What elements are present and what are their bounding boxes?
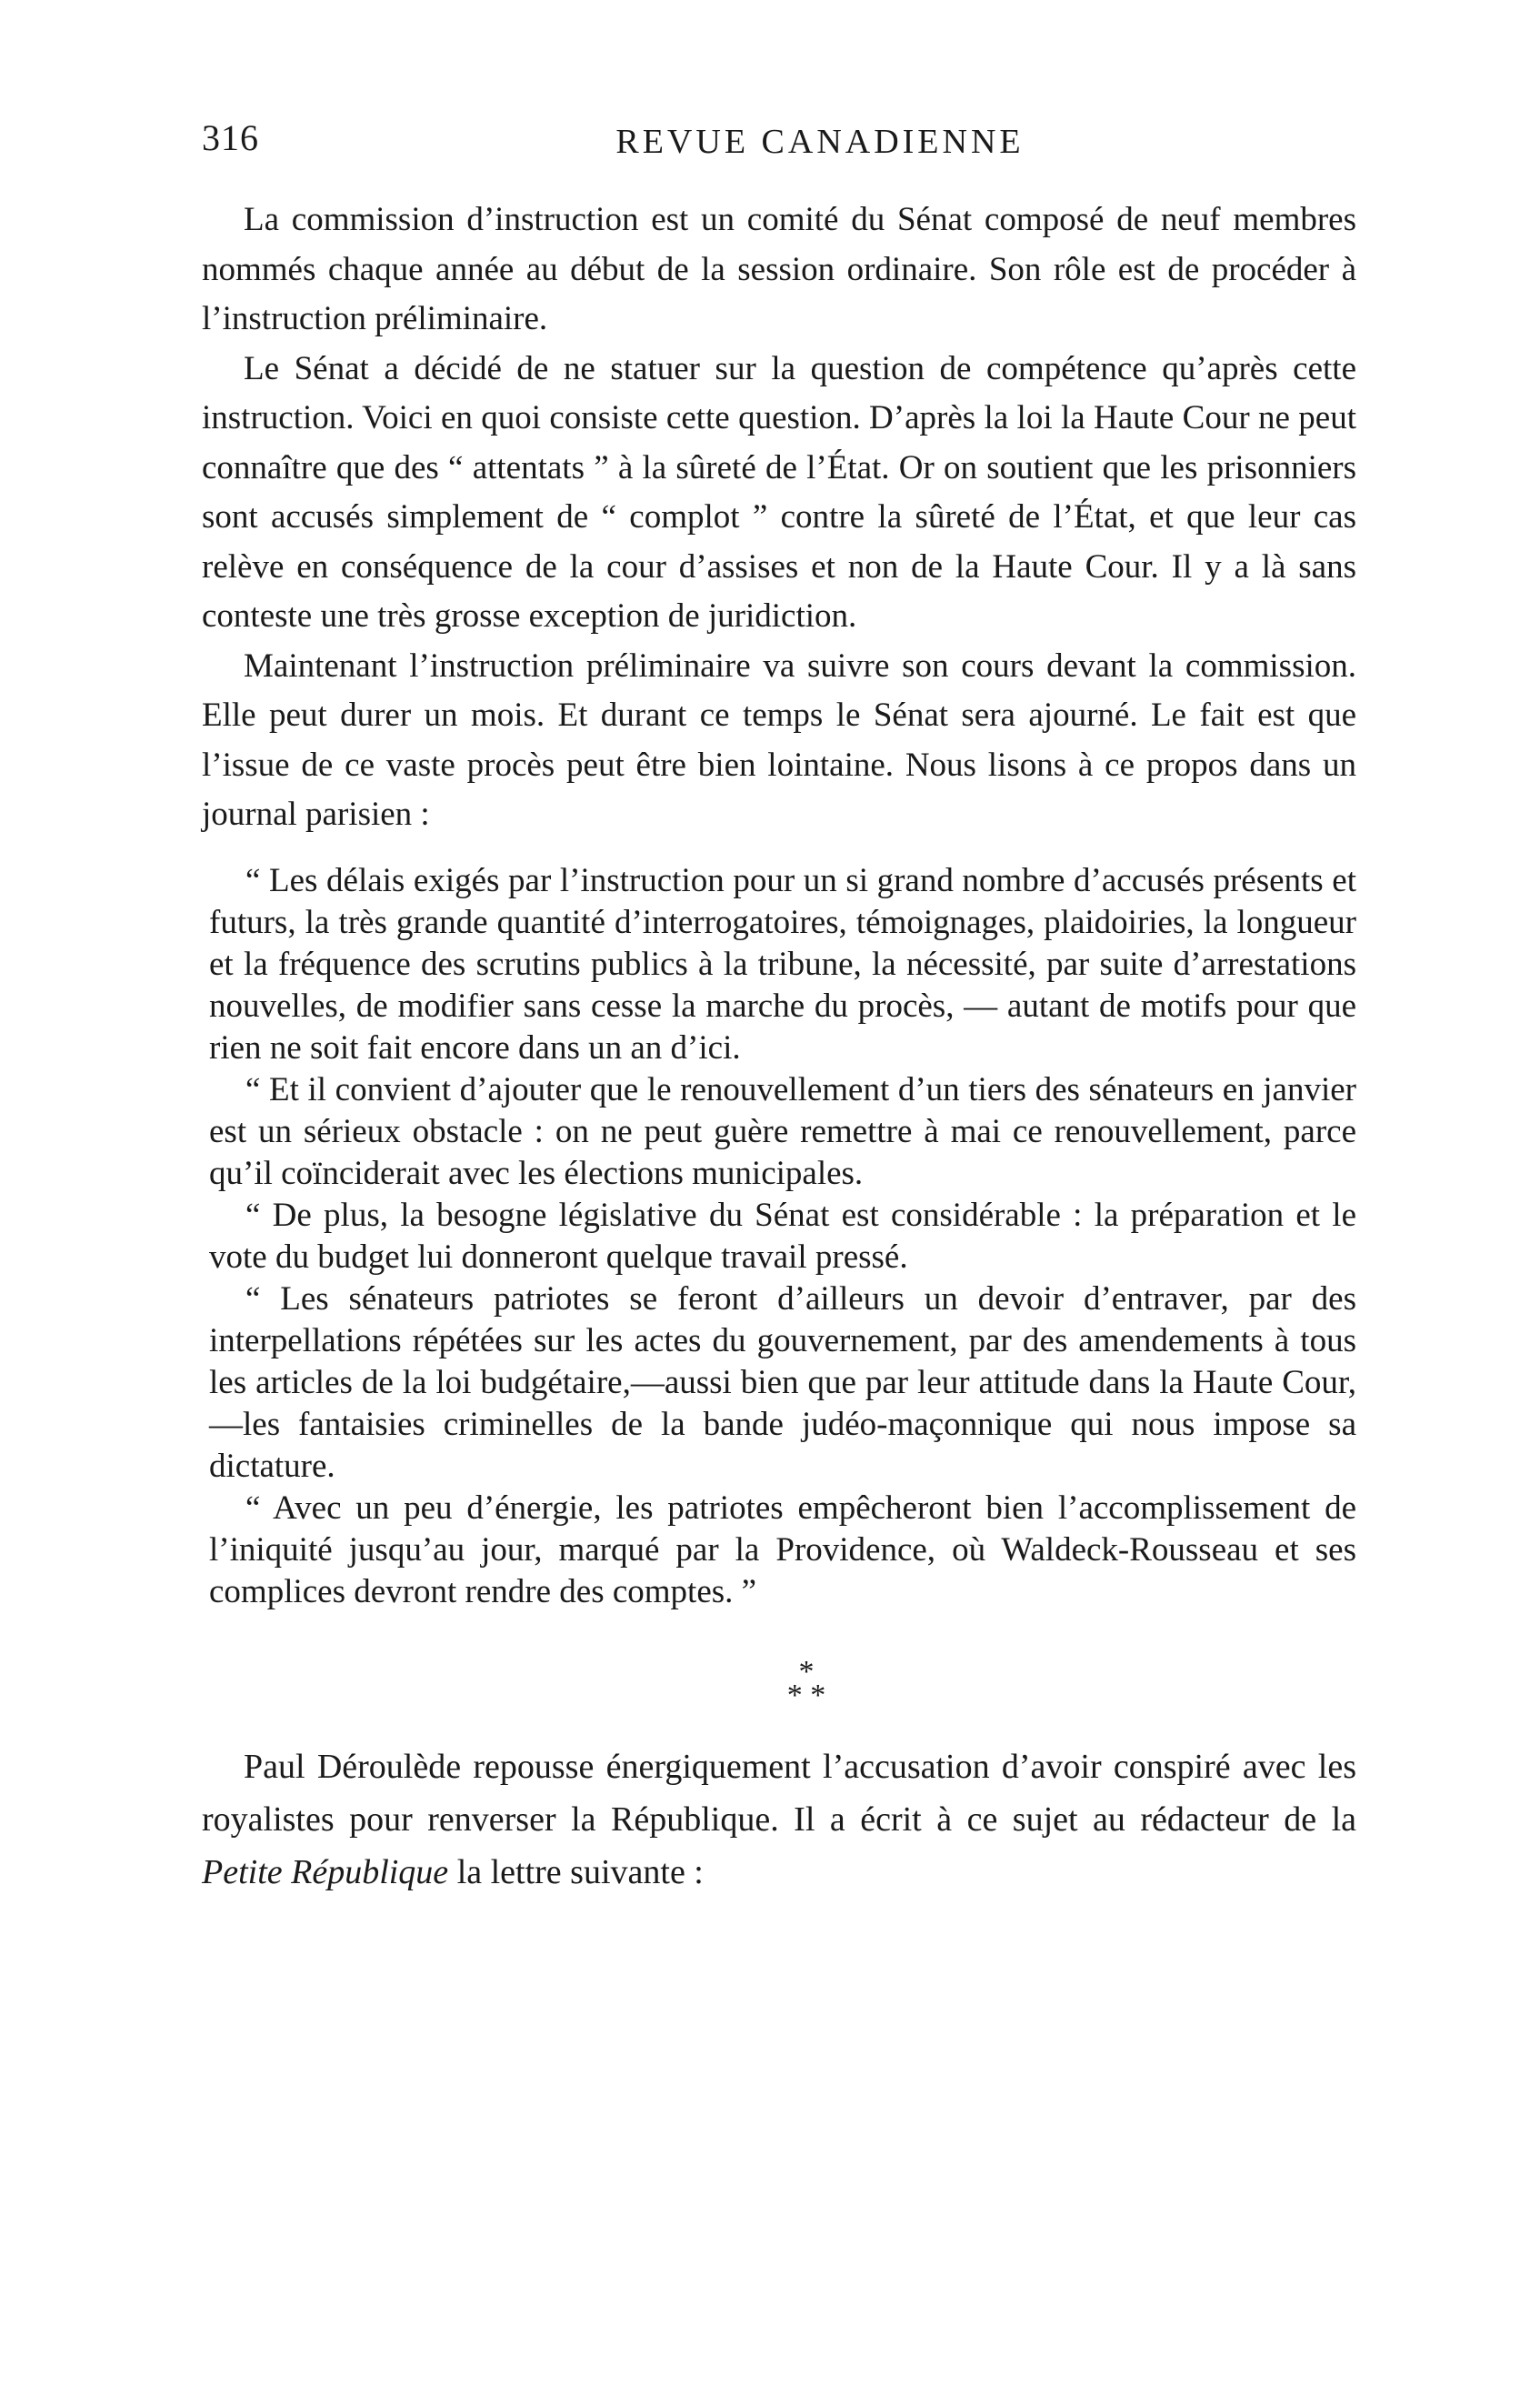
block-quote	[202, 860, 1356, 1613]
asterism-bottom: * *	[786, 1678, 826, 1712]
paragraph-deroulede	[202, 1740, 1356, 1899]
paragraph-instruction: Maintenant l’instruction préliminaire va suivre son cours devant la commission. Elle peut durer un mois. Et durant ce temps le Sénat sera ajourné. Le fait est que l’issue de ce vaste procès peut être bien lointaine. Nous lisons à ce propos dans un journal parisien :	[202, 647, 1356, 833]
paragraph-competence: Le Sénat a décidé de ne statuer sur la question de compétence qu’après cette instruction. Voici en quoi consiste cette question. D’après la loi la Haute Cour ne peut connaître que des “ attentats ” à la sûreté de l’État. Or on soutient que les prisonniers sont accusés simplement de “ complot ” contre la sûreté de l’État, et que leur cas relève en conséquence de la cour d’assises et non de la Haute Cour. Il y a là sans conteste une très grosse exception de juridiction.	[202, 349, 1356, 635]
running-head	[202, 116, 1356, 171]
deroulede-text-start: Paul Déroulède repousse énergiquement l’accusation d’avoir conspiré avec les royalistes pour renverser la République. Il a écrit à ce sujet au rédacteur de la	[202, 1747, 1356, 1839]
newspaper-title: Petite République	[202, 1852, 449, 1891]
quote-paragraph-senateurs: “ Les sénateurs patriotes se feront d’ailleurs un devoir d’entraver, par des interpellations répétées sur les actes du gouvernement, par des amendements à tous les articles de la loi budgétaire,—aussi bien que par leur attitude dans la Haute Cour,—les fantaisies criminelles de la bande judéo-maçonnique qui nous impose sa dictature.	[209, 1279, 1356, 1485]
quote-paragraph-renouvellement: “ Et il convient d’ajouter que le renouvellement d’un tiers des sénateurs en janvier est un sérieux obstacle : on ne peut guère remettre à mai ce renouvellement, parce qu’il coïnciderait avec les élections municipales.	[209, 1070, 1356, 1192]
quote-paragraph-energie: “ Avec un peu d’énergie, les patriotes empêcheront bien l’accomplissement de l’iniquité jusqu’au jour, marqué par la Providence, où Waldeck-Rousseau et ses complices devront rendre des comptes. ”	[209, 1489, 1356, 1610]
article-body	[202, 195, 1356, 1899]
asterism-top: *	[798, 1654, 815, 1689]
asterism-separator	[202, 1654, 1356, 1712]
deroulede-text-end: la lettre suivante :	[448, 1852, 704, 1891]
quote-paragraph-besogne: “ De plus, la besogne législative du Sénat est considérable : la préparation et le vote du budget lui donneront quelque travail pressé.	[209, 1196, 1356, 1276]
page-number: 316	[202, 117, 259, 158]
journal-title: REVUE CANADIENNE	[615, 123, 1025, 161]
quote-paragraph-delais: “ Les délais exigés par l’instruction pour un si grand nombre d’accusés présents et futurs, la très grande quantité d’interrogatoires, témoignages, plaidoiries, la longueur et la fréquence des scrutins publics à la tribune, la nécessité, par suite d’arrestations nouvelles, de modifier sans cesse la marche du procès, — autant de motifs pour que rien ne soit fait encore dans un an d’ici.	[209, 861, 1356, 1067]
paragraph-commission: La commission d’instruction est un comité du Sénat composé de neuf membres nommés chaque année au début de la session ordinaire. Son rôle est de procéder à l’instruction préliminaire.	[202, 201, 1356, 337]
